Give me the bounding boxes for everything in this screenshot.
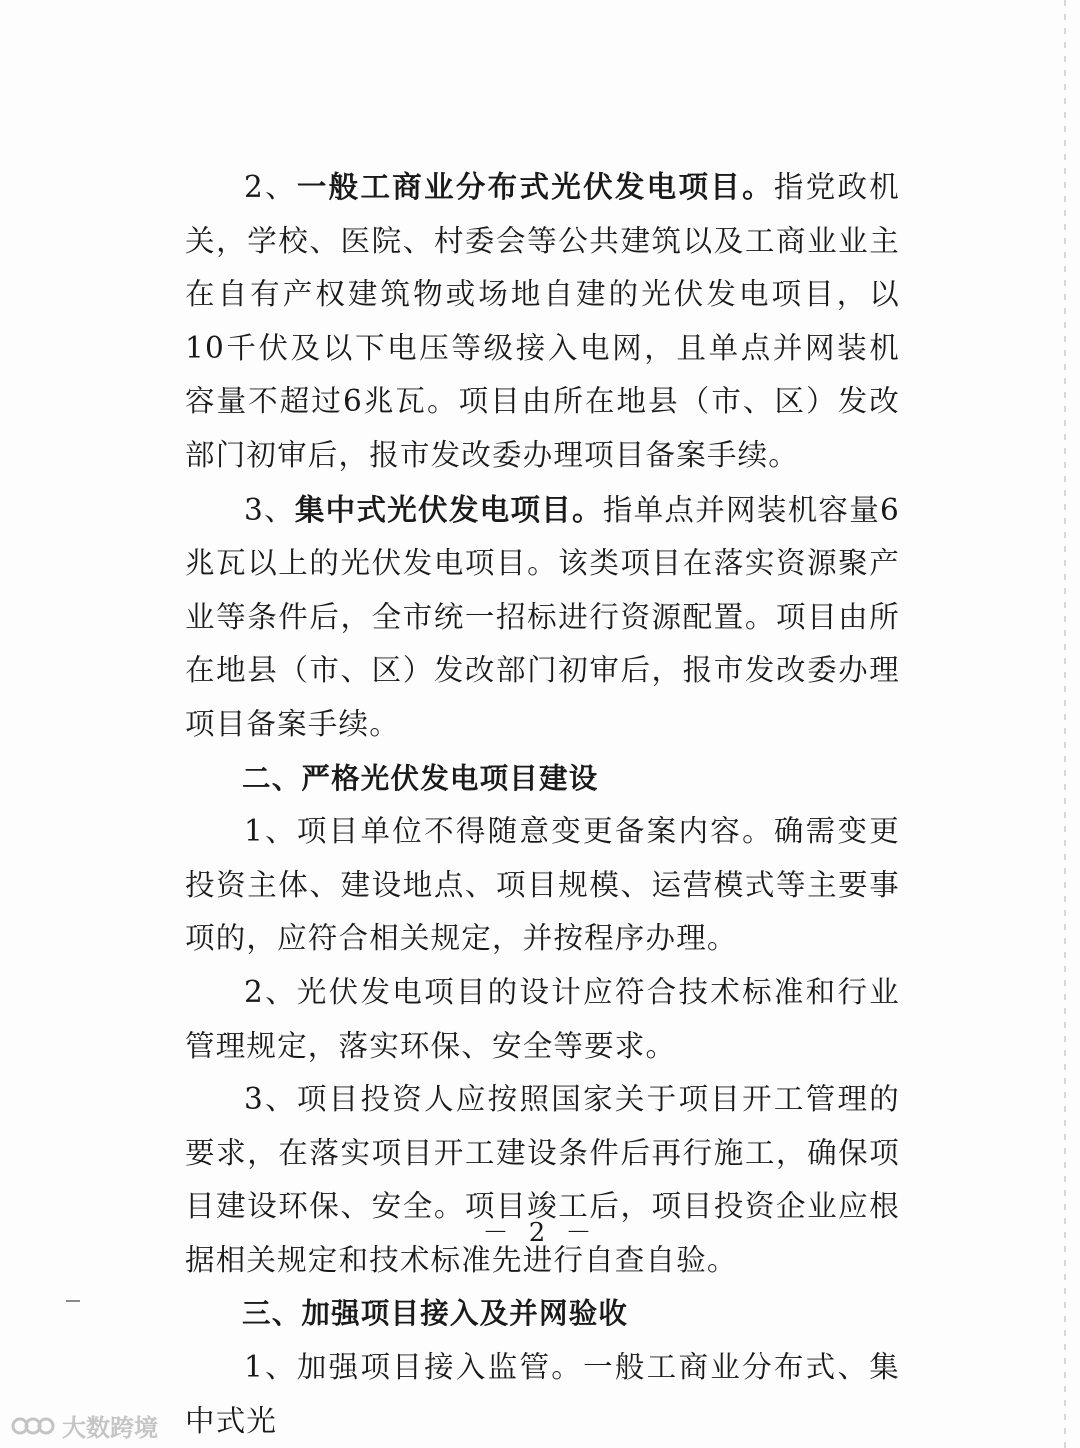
- watermark: [10, 1408, 158, 1443]
- item-text: 指单点并网装机容量6兆瓦以上的光伏发电项目。该类项目在落实资源聚产业等条件后，全市统一招标进行资源配置。项目由所在地县（市、区）发改部门初审后，报市发改委办理项目备案手续。: [185, 492, 900, 741]
- item-title: 集中式光伏发电项目。: [294, 491, 603, 527]
- paragraph-item-3: [185, 483, 900, 752]
- watermark-text: 大数跨境: [62, 1414, 158, 1442]
- item-number: 2、: [244, 170, 297, 204]
- page-number: － 2 －: [482, 1218, 598, 1248]
- paragraph-construction-1: 1、项目单位不得随意变更备案内容。确需变更投资主体、建设地点、项目规模、运营模式等主要事项的，应符合相关规定，并按程序办理。: [185, 814, 900, 956]
- paragraph-item-2: [185, 160, 900, 483]
- item-number: 3、: [244, 492, 295, 527]
- logo-icon: [10, 1411, 56, 1441]
- paragraph-construction-3: 3、项目投资人应按照国家关于项目开工管理的要求，在落实项目开工建设条件后再行施工，确保项目建设环保、安全。项目竣工后，项目投资企业应根据相关规定和技术标准先进行自查自验。: [185, 1082, 900, 1277]
- section-heading-2: 二、严格光伏发电项目建设: [242, 761, 599, 795]
- item-title: 一般工商业分布式光伏发电项目。: [296, 169, 774, 204]
- paragraph-access-1: 1、加强项目接入监管。一般工商业分布式、集中式光: [185, 1350, 900, 1438]
- paragraph-construction-2: 2、光伏发电项目的设计应符合技术标准和行业管理规定，落实环保、安全等要求。: [185, 974, 900, 1063]
- item-text: 指党政机关，学校、医院、村委会等公共建筑以及工商业业主在自有产权建筑物或场地自建的光伏发电项目，以10千伏及以下电压等级接入电网，且单点并网装机容量不超过6兆瓦。项目由所在地县（市、区）发改部门初审后，报市发改委办理项目备案手续。: [185, 170, 900, 472]
- margin-mark: [66, 1300, 80, 1302]
- document-body: [185, 160, 900, 1448]
- section-heading-3: 三、加强项目接入及并网验收: [242, 1297, 629, 1331]
